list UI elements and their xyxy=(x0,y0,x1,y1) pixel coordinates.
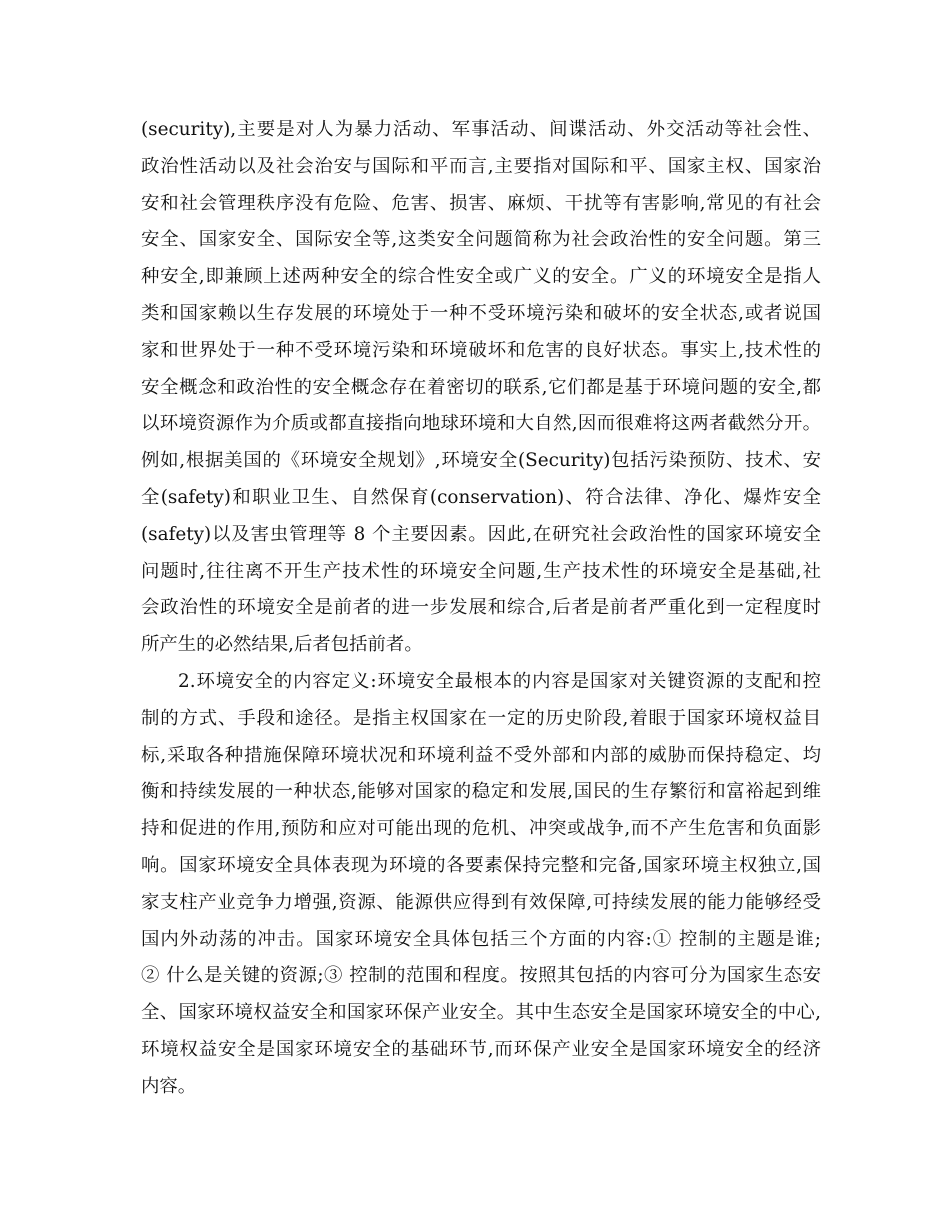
text-line: 问题时,往往离不开生产技术性的环境安全问题,生产技术性的环境安全是基础,社 xyxy=(141,560,821,582)
text-line: 以环境资源作为介质或都直接指向地球环境和大自然,因而很难将这两者截然分开。 xyxy=(141,413,821,435)
text-line: 国内外动荡的冲击。国家环境安全具体包括三个方面的内容:① 控制的主题是谁; xyxy=(141,928,821,950)
text-line: 家支柱产业竞争力增强,资源、能源供应得到有效保障,可持续发展的能力能够经受 xyxy=(141,891,821,913)
document-body xyxy=(141,112,821,1106)
text-line: 环境权益安全是国家环境安全的基础环节,而环保产业安全是国家环境安全的经济 xyxy=(141,1038,821,1060)
text-line: 内容。 xyxy=(141,1075,197,1097)
text-line: 衡和持续发展的一种状态,能够对国家的稳定和发展,国民的生存繁衍和富裕起到维 xyxy=(141,781,821,803)
text-line: 标,采取各种措施保障环境状况和环境利益不受外部和内部的威胁而保持稳定、均 xyxy=(141,744,821,766)
text-line: 类和国家赖以生存发展的环境处于一种不受环境污染和破坏的安全状态,或者说国 xyxy=(141,302,821,324)
text-line: 家和世界处于一种不受环境污染和环境破坏和危害的良好状态。事实上,技术性的 xyxy=(141,339,821,361)
paragraph-1 xyxy=(141,112,821,664)
text-line: 2.环境安全的内容定义:环境安全最根本的内容是国家对关键资源的支配和控 xyxy=(178,670,821,692)
text-line: 安和社会管理秩序没有危险、危害、损害、麻烦、干扰等有害影响,常见的有社会 xyxy=(141,192,821,214)
text-line: 安全、国家安全、国际安全等,这类安全问题简称为社会政治性的安全问题。第三 xyxy=(141,229,821,251)
text-line: (security),主要是对人为暴力活动、军事活动、间谍活动、外交活动等社会性、 xyxy=(141,119,821,140)
text-line: 种安全,即兼顾上述两种安全的综合性安全或广义的安全。广义的环境安全是指人 xyxy=(141,266,821,288)
text-line: 全(safety)和职业卫生、自然保育(conservation)、符合法律、净化、爆炸安全 xyxy=(141,486,821,508)
text-line: 全、国家环境权益安全和国家环保产业安全。其中生态安全是国家环境安全的中心, xyxy=(141,1002,821,1024)
text-line: 持和促进的作用,预防和应对可能出现的危机、冲突或战争,而不产生危害和负面影 xyxy=(141,818,821,840)
text-line: 所产生的必然结果,后者包括前者。 xyxy=(141,634,423,656)
text-line: 响。国家环境安全具体表现为环境的各要素保持完整和完备,国家环境主权独立,国 xyxy=(141,854,821,876)
paragraph-2 xyxy=(141,664,821,1106)
text-line: 政治性活动以及社会治安与国际和平而言,主要指对国际和平、国家主权、国家治 xyxy=(141,155,821,177)
text-line: 安全概念和政治性的安全概念存在着密切的联系,它们都是基于环境问题的安全,都 xyxy=(141,376,821,398)
text-line: 例如,根据美国的《环境安全规划》,环境安全(Security)包括污染预防、技术、安 xyxy=(141,450,821,472)
text-line: ② 什么是关键的资源;③ 控制的范围和程度。按照其包括的内容可分为国家生态安 xyxy=(141,965,821,987)
text-line: 制的方式、手段和途径。是指主权国家在一定的历史阶段,着眼于国家环境权益目 xyxy=(141,707,821,729)
text-line: (safety)以及害虫管理等 8 个主要因素。因此,在研究社会政治性的国家环境安全 xyxy=(141,523,821,545)
text-line: 会政治性的环境安全是前者的进一步发展和综合,后者是前者严重化到一定程度时 xyxy=(141,597,821,619)
